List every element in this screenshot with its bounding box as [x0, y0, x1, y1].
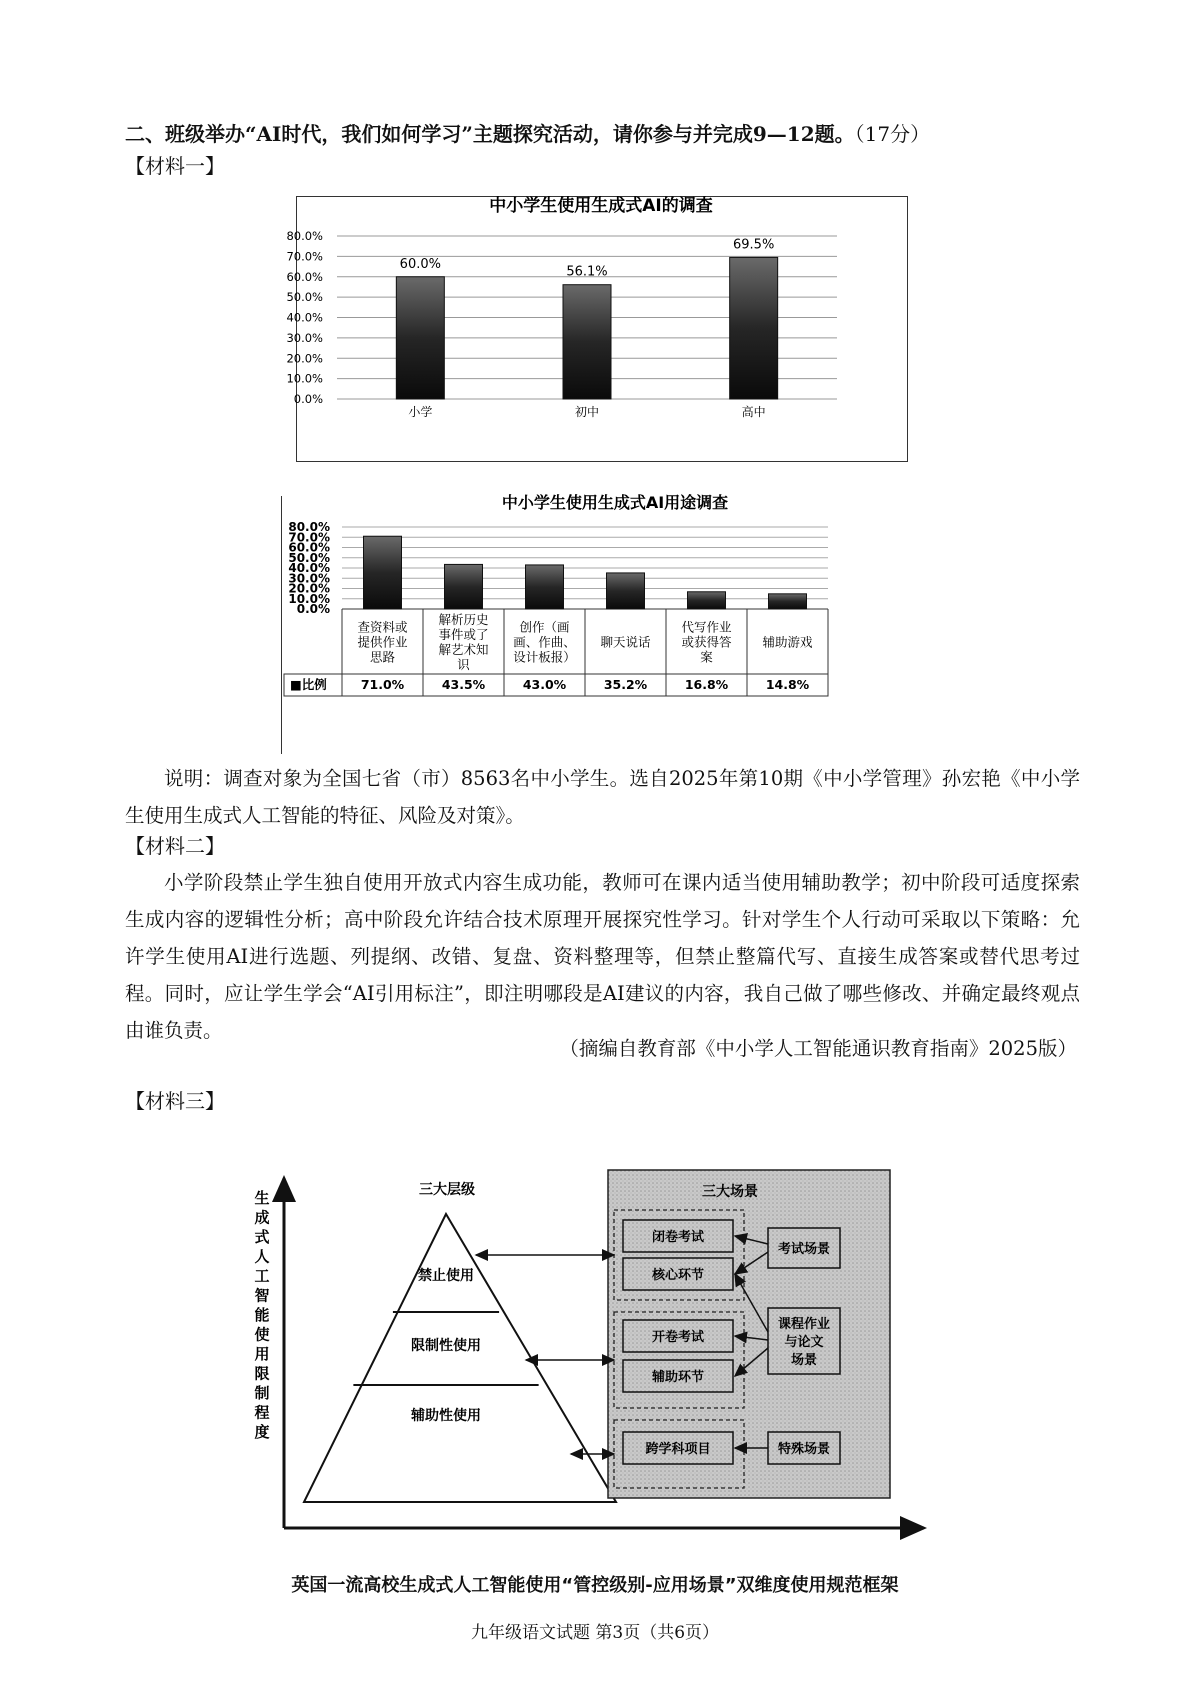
chart2-ytick-label: 20.0% [288, 581, 330, 596]
chart1-ytick-label: 0.0% [293, 392, 323, 406]
chart2-category-label: 辅助游戏 [762, 634, 813, 650]
y-axis-label-char: 用 [254, 1345, 270, 1363]
y-axis-label-char: 成 [254, 1208, 270, 1227]
chart2-svg [282, 493, 909, 754]
framework-svg [240, 1170, 940, 1565]
chart2-ytick-label: 10.0% [288, 591, 330, 606]
chart2-ytick-label: 0.0% [296, 602, 330, 616]
scenes-title: 三大场景 [702, 1184, 758, 1200]
section-heading-text: 二、班级举办“AI时代，我们如何学习”主题探究活动，请你参与并完成9—12题。 [125, 122, 855, 146]
chart2-category-label: 聊天说话 [600, 634, 651, 650]
section-score: （17分） [854, 122, 931, 146]
scene-label: 课程作业 [777, 1317, 831, 1332]
scene-label: 场景 [790, 1353, 818, 1368]
material2-label: 【材料二】 [125, 834, 225, 858]
chart1-category-label: 初中 [574, 405, 600, 419]
scene-label: 特殊场景 [777, 1442, 831, 1457]
chart2-bar [364, 536, 402, 609]
chart1-bar [563, 285, 611, 399]
chart2-category-label: 画、作曲、 [513, 634, 576, 650]
inner-box-label: 辅助环节 [651, 1370, 705, 1385]
pyramid-level-label: 辅助性使用 [411, 1408, 481, 1424]
chart-ai-purpose [281, 493, 909, 754]
y-axis-label-char: 生 [254, 1189, 270, 1207]
chart-ai-usage-by-stage [286, 196, 908, 462]
chart1-data-label: 60.0% [399, 256, 441, 272]
chart2-bar [688, 592, 726, 609]
control-framework-diagram [240, 1170, 940, 1565]
material2-text: 小学阶段禁止学生独自使用开放式内容生成功能，教师可在课内适当使用辅助教学；初中阶段可适度探索生成内容的逻辑性分析；高中阶段允许结合技术原理开展探究性学习。针对学生个人行动可采取以下策略：允许学生使用AI进行选题、列提纲、改错、复盘、资料整理等，但禁止整篇代写、直接生成答案或替代思考过程。同时，应让学生学会“AI引用标注”，即注明哪段是AI建议的内容，我自己做了哪些修改、并确定最终观点由谁负责。 [125, 871, 1080, 1042]
pyramid-outline [304, 1214, 616, 1502]
y-axis-label-char: 度 [254, 1423, 270, 1441]
y-axis-label-char: 限 [254, 1364, 270, 1383]
chart2-bar [526, 565, 564, 609]
chart1-ytick-label: 40.0% [286, 310, 323, 325]
chart2-category-label: 设计板报） [513, 649, 576, 665]
chart2-ytick-label: 60.0% [288, 540, 330, 555]
chart2-legend-label: ■比例 [290, 677, 327, 692]
chart1-data-label: 69.5% [733, 237, 775, 253]
chart2-category-label: 查资料或 [357, 619, 408, 635]
survey-note: 说明：调查对象为全国七省（市）8563名中小学生。选自2025年第10期《中小学管理》孙宏艳《中小学生使用生成式人工智能的特征、风险及对策》。 [125, 767, 1080, 827]
chart1-ytick-label: 20.0% [286, 351, 323, 366]
chart2-category-label: 提供作业 [357, 634, 408, 650]
chart1-ytick-label: 70.0% [286, 249, 323, 264]
diagram-caption: 英国一流高校生成式人工智能使用“管控级别-应用场景”双维度使用规范框架 [291, 1575, 899, 1596]
chart2-title: 中小学生使用生成式AI用途调查 [501, 493, 729, 512]
chart2-data-label: 71.0% [360, 677, 405, 692]
chart1-data-label: 56.1% [566, 264, 608, 280]
inner-box-label: 闭卷考试 [651, 1230, 705, 1245]
y-axis-label-char: 制 [254, 1384, 270, 1402]
chart2-ytick-label: 70.0% [288, 530, 330, 545]
chart1-bar [396, 277, 444, 399]
chart2-data-label: 43.5% [441, 677, 486, 692]
chart2-category-label: 或获得答 [681, 634, 732, 650]
levels-title: 三大层级 [419, 1182, 475, 1198]
pyramid-level-label: 限制性使用 [411, 1338, 481, 1354]
chart2-ytick-label: 30.0% [288, 571, 330, 586]
chart1-bar [730, 257, 778, 399]
y-axis-label-char: 程 [254, 1403, 270, 1422]
section-heading [125, 118, 930, 147]
y-axis-label-char: 式 [254, 1228, 270, 1246]
chart1-svg [286, 196, 906, 460]
chart2-ytick-label: 50.0% [288, 550, 330, 565]
inner-box-label: 开卷考试 [651, 1330, 705, 1345]
chart2-category-label: 解析历史 [438, 612, 489, 627]
chart1-ytick-label: 60.0% [286, 269, 323, 284]
chart2-data-label: 16.8% [684, 677, 729, 692]
y-axis-label-char: 人 [254, 1247, 270, 1266]
chart2-category-label: 创作（画 [519, 619, 570, 635]
chart2-category-label: 案 [700, 649, 713, 665]
y-axis-label-char: 智 [254, 1286, 270, 1305]
scene-label: 考试场景 [777, 1242, 831, 1257]
chart1-title: 中小学生使用生成式AI的调查 [489, 196, 713, 216]
y-axis-label-char: 使 [254, 1325, 270, 1344]
chart2-bar [769, 594, 807, 609]
material3-label: 【材料三】 [125, 1089, 225, 1113]
inner-box-label: 跨学科项目 [645, 1442, 711, 1457]
material2-source: （摘编自教育部《中小学人工智能通识教育指南》2025版） [559, 1037, 1077, 1060]
chart2-category-label: 代写作业 [681, 619, 732, 635]
chart2-data-label: 14.8% [765, 677, 810, 692]
chart2-data-label: 35.2% [603, 677, 648, 692]
chart2-data-label: 43.0% [522, 677, 567, 692]
chart2-category-label: 思路 [369, 649, 396, 665]
chart2-category-label: 解艺术知 [438, 642, 489, 657]
chart2-ytick-label: 80.0% [288, 520, 330, 534]
chart2-category-label: 事件或了 [438, 627, 489, 642]
chart2-ytick-label: 40.0% [288, 561, 330, 575]
page-footer: 九年级语文试题 第3页（共6页） [470, 1623, 720, 1643]
chart1-ytick-label: 80.0% [286, 229, 323, 243]
chart2-bar [445, 564, 483, 609]
chart1-category-label: 高中 [741, 405, 766, 419]
chart1-category-label: 小学 [408, 405, 433, 419]
pyramid-level-label: 禁止使用 [418, 1268, 474, 1284]
y-axis-label-char: 工 [254, 1267, 270, 1285]
chart2-category-label: 识 [457, 657, 470, 672]
inner-box-label: 核心环节 [651, 1268, 705, 1283]
chart2-bar [607, 573, 645, 609]
scene-label: 与论文 [784, 1335, 824, 1350]
material1-label: 【材料一】 [125, 154, 225, 178]
chart1-ytick-label: 50.0% [286, 290, 323, 305]
chart1-ytick-label: 10.0% [286, 371, 323, 386]
y-axis-label-char: 能 [254, 1306, 270, 1324]
chart1-ytick-label: 30.0% [286, 330, 323, 345]
